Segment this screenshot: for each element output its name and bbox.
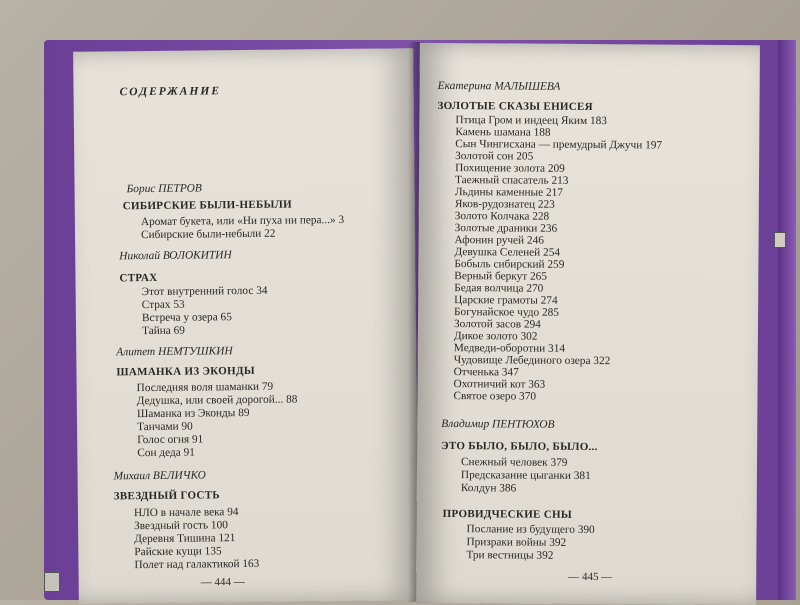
cover-corner-mark <box>44 572 60 592</box>
toc-entry: Чудовище Лебединого озера 322 <box>453 354 611 368</box>
toc-entry: Сын Чингисхана — премудрый Джучи 197 <box>455 138 663 152</box>
cover-edge <box>778 40 796 600</box>
toc-entry: Деревня Тишина 121 <box>134 532 236 546</box>
toc-entry: Последняя воля шаманки 79 <box>136 380 274 395</box>
author-name: Екатерина МАЛЫШЕВА <box>437 79 561 93</box>
toc-entry: Встреча у озера 65 <box>141 311 232 325</box>
toc-entry: Три вестницы 392 <box>466 549 554 562</box>
toc-entry: Золото Колчака 228 <box>454 210 550 223</box>
section-title: СИБИРСКИЕ БЫЛИ-НЕБЫЛИ <box>122 198 293 213</box>
toc-entry: Колдун 386 <box>460 482 517 495</box>
author-name: Николай ВОЛОКИТИН <box>119 249 232 263</box>
toc-entry: Бобыль сибирский 259 <box>454 258 565 271</box>
toc-entry: Золотые драники 236 <box>454 222 558 235</box>
toc-entry: Птица Гром и индеец Яким 183 <box>455 114 607 128</box>
toc-entry: Райские кущи 135 <box>134 545 222 559</box>
toc-title: СОДЕРЖАНИЕ <box>119 85 222 99</box>
toc-entry: Аромат букета, или «Ни пуха ни пера...» 3 <box>140 213 345 229</box>
section-title: ЭТО БЫЛО, БЫЛО, БЫЛО... <box>441 439 598 454</box>
toc-entry: Золотой засов 294 <box>453 318 541 331</box>
section-title: ЗОЛОТЫЕ СКАЗЫ ЕНИСЕЯ <box>437 99 593 114</box>
toc-entry: Послание из будущего 390 <box>466 523 595 537</box>
toc-entry: Богунайское чудо 285 <box>454 306 559 319</box>
toc-entry: Голос огня 91 <box>137 433 204 447</box>
toc-entry: Полет над галактикой 163 <box>134 557 260 572</box>
author-name: Владимир ПЕНТЮХОВ <box>441 417 555 431</box>
author-name: Борис ПЕТРОВ <box>126 182 202 196</box>
toc-entry: Верный беркут 265 <box>454 270 548 283</box>
toc-entry: Танчами 90 <box>136 420 193 434</box>
toc-entry: Дедушка, или своей дорогой... 88 <box>136 393 298 408</box>
toc-entry: Сон деда 91 <box>137 446 195 460</box>
toc-entry: Золотой сон 205 <box>455 150 534 163</box>
section-title: ПРОВИДЧЕСКИЕ СНЫ <box>442 507 573 521</box>
right-page <box>416 43 760 605</box>
toc-entry: Отченька 347 <box>453 366 519 379</box>
toc-entry: Афонин ручей 246 <box>454 234 544 247</box>
toc-entry: Этот внутренний голос 34 <box>141 284 268 299</box>
toc-entry: Призраки войны 392 <box>466 536 567 549</box>
section-title: ШАМАНКА ИЗ ЭКОНДЫ <box>116 364 255 379</box>
toc-entry: Святое озеро 370 <box>453 390 537 403</box>
toc-entry: Похищение золота 209 <box>455 162 565 175</box>
toc-entry: Предсказание цыганки 381 <box>460 469 591 483</box>
toc-entry: Тайна 69 <box>141 324 185 338</box>
author-name: Михаил ВЕЛИЧКО <box>113 469 206 483</box>
section-title: СТРАХ <box>119 271 158 285</box>
toc-entry: Страх 53 <box>141 298 185 312</box>
toc-entry: Сибирские были-небыли 22 <box>140 227 276 242</box>
section-title: ЗВЕЗДНЫЙ ГОСТЬ <box>113 489 220 503</box>
toc-entry: Льдины каменные 217 <box>454 186 563 199</box>
toc-entry: Бедая волчица 270 <box>454 282 544 295</box>
page-number: — 445 — <box>568 570 613 584</box>
left-page <box>73 48 419 604</box>
toc-entry: Дикое золото 302 <box>453 330 538 343</box>
toc-entry: Яков-рудознатец 223 <box>454 198 555 211</box>
toc-entry: НЛО в начале века 94 <box>133 506 239 520</box>
toc-entry: Шаманка из Эконды 89 <box>136 406 250 421</box>
toc-entry: Царские грамоты 274 <box>454 294 558 307</box>
page-number: — 444 — <box>200 576 245 589</box>
toc-entry: Таежный спасатель 213 <box>454 174 569 187</box>
toc-entry: Камень шамана 188 <box>455 126 551 139</box>
toc-entry: Охотничий кот 363 <box>453 378 546 391</box>
toc-entry: Снежный человек 379 <box>460 456 568 469</box>
toc-entry: Медведи-оборотни 314 <box>453 342 566 355</box>
toc-entry: Звездный гость 100 <box>134 519 228 533</box>
cover-side-mark <box>774 232 786 248</box>
toc-entry: Девушка Селеней 254 <box>454 246 561 259</box>
author-name: Алитет НЕМТУШКИН <box>116 345 233 359</box>
